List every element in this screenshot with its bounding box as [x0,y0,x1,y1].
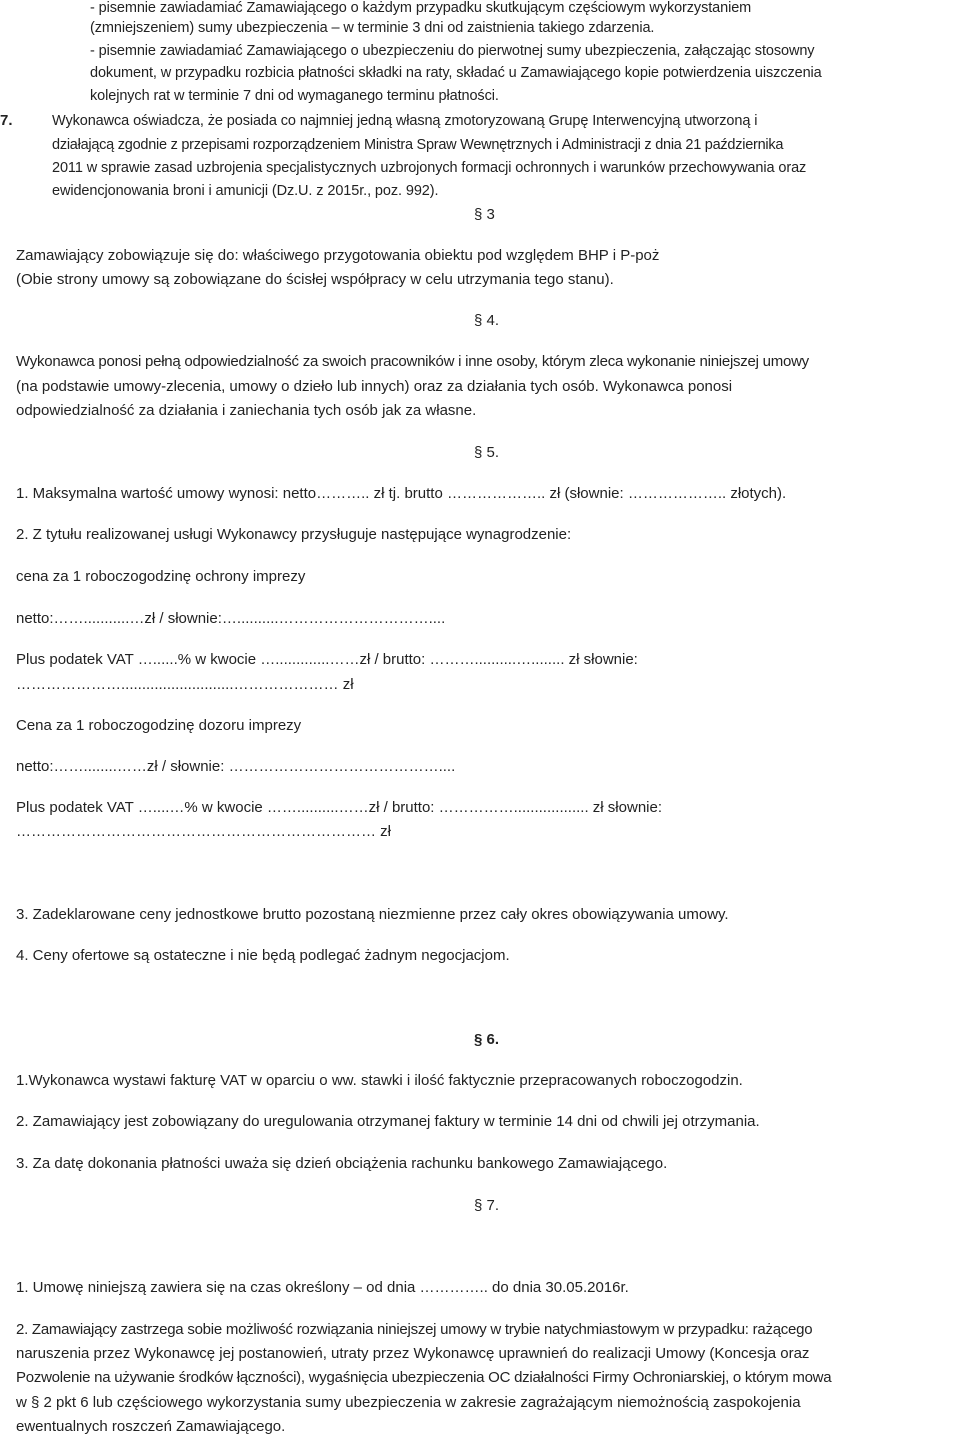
text-line: 1.Wykonawca wystawi fakturę VAT w oparciu o ww. stawki i ilość faktycznie przepracowanych roboczogodzin. [16,1072,743,1089]
text-line: 2. Zamawiający zastrzega sobie możliwość rozwiązania niniejszej umowy w trybie natychmiastowym w przypadku: rażącego [16,1321,813,1338]
text-line: (na podstawie umowy-zlecenia, umowy o dzieło lub innych) oraz za działania tych osób. Wykonawca ponosi [16,378,733,395]
netto-line: netto:……...........…zł / słownie:…..........………………………….... [16,610,446,627]
text-line: działającą zgodnie z przepisami rozporządzeniem Ministra Spraw Wewnętrznych i Administracji z dnia 21 października [52,137,784,153]
text-line: 3. Zadeklarowane ceny jednostkowe brutto pozostaną niezmienne przez cały okres obowiązywania umowy. [16,906,729,923]
text-line: naruszenia przez Wykonawcę jej postanowień, utraty przez Wykonawcę uprawnień do realizacji Umowy (Koncesja oraz [16,1345,810,1362]
vat-line: Plus podatek VAT …....…% w kwocie ……..........……zł / brutto: …………….................. zł słownie: [16,799,663,816]
text-line: (zmniejszeniem) sumy ubezpieczenia – w terminie 3 dni od zaistnienia takiego zdarzenia. [90,20,655,36]
text-line: ewentualnych roszczeń Zamawiającego. [16,1418,286,1435]
text-line: 3. Za datę dokonania płatności uważa się dzień obciążenia rachunku bankowego Zamawiającego. [16,1155,668,1172]
section-heading: § 3 [474,206,495,223]
text-line: Wykonawca oświadcza, że posiada co najmniej jedną własną zmotoryzowaną Grupę Interwencyjną utworzoną i [52,113,758,129]
text-line: - pisemnie zawiadamiać Zamawiającego o ubezpieczeniu do pierwotnej sumy ubezpieczenia, załączając stosowny [90,43,815,59]
text-line: w § 2 pkt 6 lub częściowego wykorzystania sumy ubezpieczenia w zakresie zagrażającym niemożnością zaspokojenia [16,1394,801,1411]
section-heading: § 7. [474,1197,500,1214]
text-line: 4. Ceny ofertowe są ostateczne i nie będą podlegać żadnym negocjacjom. [16,947,510,964]
remuneration-intro: 2. Z tytułu realizowanej usługi Wykonawcy przysługuje następujące wynagrodzenie: [16,526,572,543]
amount-line: …………………...........................………………… zł [16,676,354,693]
price-label-supervision: Cena za 1 roboczogodzinę dozoru imprezy [16,717,302,734]
price-label-protection: cena za 1 roboczogodzinę ochrony imprezy [16,568,306,585]
max-value-line: 1. Maksymalna wartość umowy wynosi: netto……….. zł tj. brutto ……………….. zł (słownie: ……………….. złotych). [16,485,787,502]
text-line: - pisemnie zawiadamiać Zamawiającego o każdym przypadku skutkującym częściowym wykorzystaniem [90,0,752,16]
text-line: Wykonawca ponosi pełną odpowiedzialność za swoich pracowników i inne osoby, którym zleca wykonanie niniejszej umowy [16,353,809,370]
text-line: (Obie strony umowy są zobowiązane do ścisłej współpracy w celu utrzymania tego stanu). [16,271,614,288]
point-number: 7. [0,112,13,129]
text-line: 2. Zamawiający jest zobowiązany do uregulowania otrzymanej faktury w terminie 14 dni od chwili jej otrzymania. [16,1113,760,1130]
text-line: Zamawiający zobowiązuje się do: właściwego przygotowania obiektu pod względem BHP i P-poż [16,247,660,264]
amount-line: ……………………………………………………………… zł [16,823,391,840]
section-heading: § 6. [474,1031,500,1048]
section-heading: § 5. [474,444,500,461]
text-line: Pozwolenie na używanie środków łączności), wygaśnięcia ubezpieczenia OC działalności Firmy Ochroniarskiej, o którym mowa [16,1369,832,1386]
text-line: ewidencjonowania broni i amunicji (Dz.U. z 2015r., poz. 992). [52,183,439,199]
text-line: odpowiedzialność za działania i zaniechania tych osób jak za własne. [16,402,477,419]
text-line: kolejnych rat w terminie 7 dni od wymaganego terminu płatności. [90,88,499,104]
text-line: 1. Umowę niniejszą zawiera się na czas określony – od dnia ………….. do dnia 30.05.2016r. [16,1279,629,1296]
text-line: dokument, w przypadku rozbicia płatności składki na raty, składać u Zamawiającego kopie potwierdzenia uiszczenia [90,65,822,81]
text-line: 2011 w sprawie zasad uzbrojenia specjalistycznych uzbrojonych formacji ochronnych i warunków przechowywania oraz [52,160,807,176]
section-heading: § 4. [474,312,500,329]
vat-line: Plus podatek VAT …......% w kwocie ….............……zł / brutto: ………..........…........ zł słownie: [16,651,638,668]
netto-line: netto:……........……zł / słownie: …………………………………….... [16,758,456,775]
